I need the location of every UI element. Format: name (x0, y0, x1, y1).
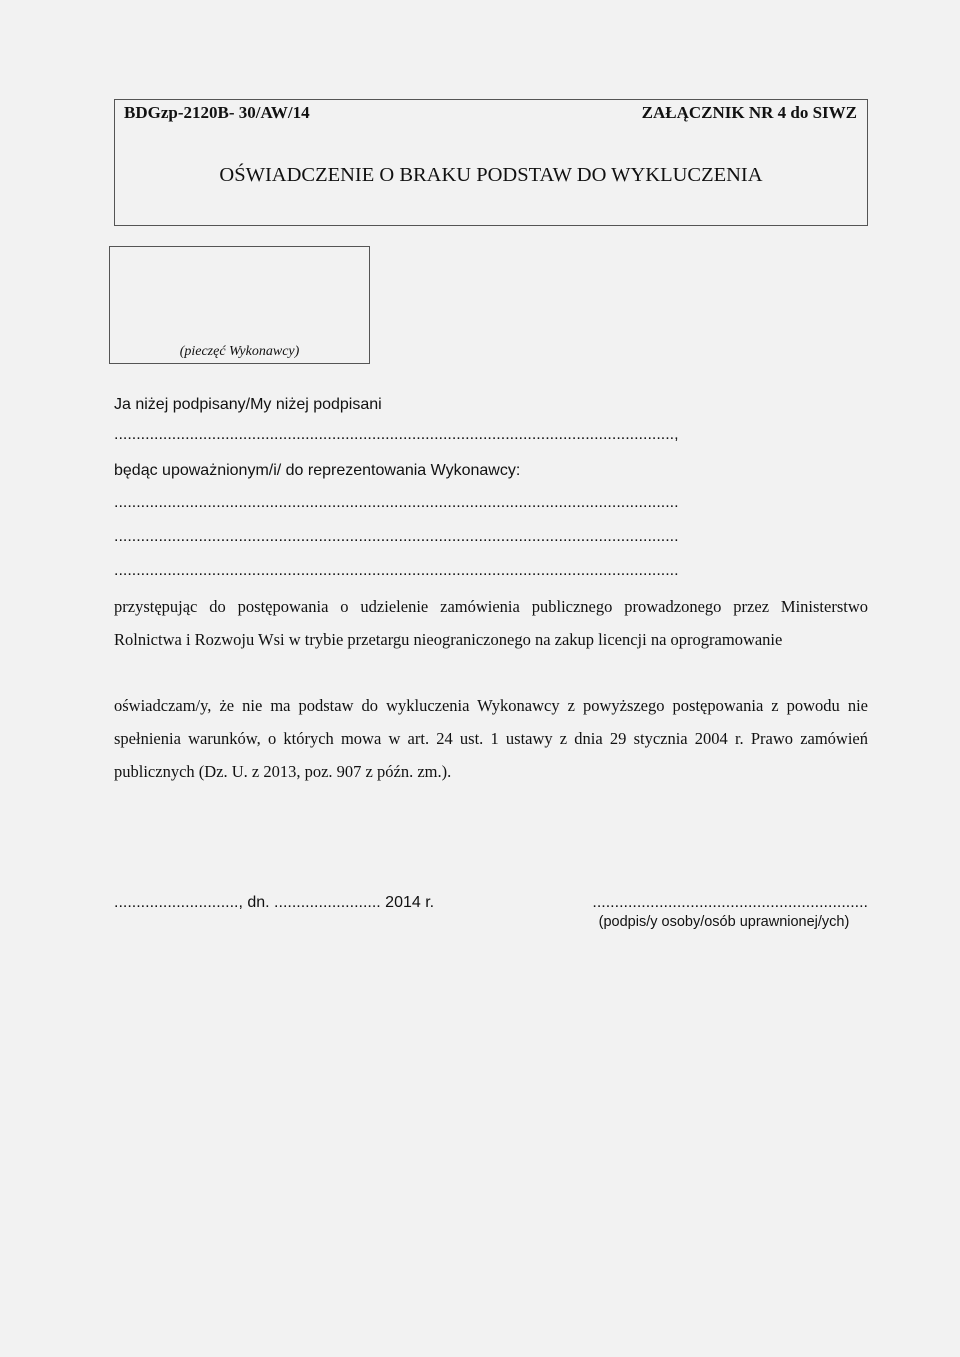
dotted-line-1: .............................................................................................................................., (114, 426, 679, 443)
paragraph-procedure: przystępując do postępowania o udzielenie zamówienia publicznego prowadzonego przez Ministerstwo Rolnictwa i Rozwoju Wsi w trybie przetargu nieograniczonego na zakup licencji na oprogramowanie (114, 597, 868, 649)
paragraph-declaration: oświadczam/y, że nie ma podstaw do wykluczenia Wykonawcy z powyższego postępowania z powodu nie spełnienia warunków, o których mowa w art. 24 ust. 1 ustawy z dnia 29 stycznia 2004 r. Prawo zamówień publicznych (Dz. U. z 2013, poz. 907 z późn. zm.). (114, 696, 868, 781)
document-reference: BDGzp-2120B- 30/AW/14 (124, 103, 310, 122)
place-date-line: ............................, dn. ........................ 2014 r. (114, 894, 435, 911)
stamp-caption: (pieczęć Wykonawcy) (179, 344, 300, 359)
signature-caption: (podpis/y osoby/osób uprawnionej/ych) (598, 914, 850, 930)
authorized-line: będąc upoważnionym/i/ do reprezentowania Wykonawcy: (114, 462, 521, 479)
header-box (114, 99, 868, 226)
signature-line: .............................................................. (592, 894, 868, 911)
signatory-line: Ja niżej podpisany/My niżej podpisani (114, 396, 382, 413)
stamp-box (109, 246, 370, 364)
dotted-line-4: ............................................................................................................................... (114, 562, 679, 579)
dotted-line-3: ............................................................................................................................... (114, 528, 679, 545)
dotted-line-2: ............................................................................................................................... (114, 494, 679, 511)
document-title: OŚWIADCZENIE O BRAKU PODSTAW DO WYKLUCZENIA (219, 164, 763, 186)
annex-label: ZAŁĄCZNIK NR 4 do SIWZ (641, 103, 857, 122)
